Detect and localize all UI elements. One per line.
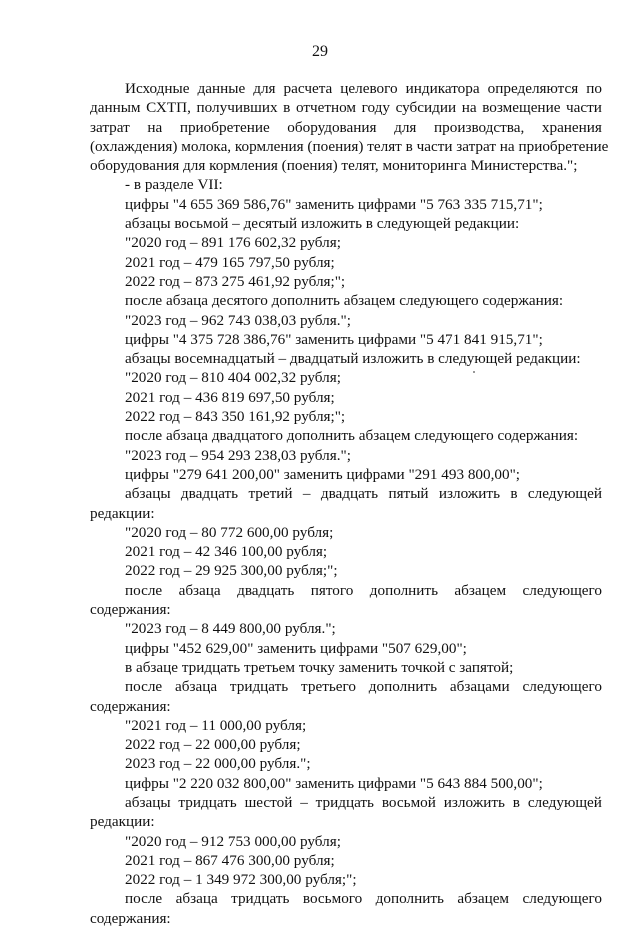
text-line: 2021 год – 436 819 697,50 рубля; [125,388,335,406]
word: дополнить [368,678,438,696]
word: для [394,118,417,136]
text-line: (охлаждения) молока, кормления (поения) телят в части затрат на приобретение [90,137,609,155]
word: данные [197,80,246,97]
document-body [90,79,609,928]
word: определяются [487,80,579,97]
word: дополнить [375,890,444,908]
text-line: 2022 год – 29 925 300,00 рубля;"; [125,562,338,580]
word: расчета [283,80,333,97]
word: целевого [340,80,398,97]
word: для [253,80,276,97]
word: двадцать [237,581,295,599]
text-line: 2022 год – 873 275 461,92 рубля;"; [125,272,346,290]
word: хранения [541,118,602,136]
word: абзаца [178,581,221,599]
text-line [90,793,602,812]
word: по [586,80,602,97]
text-line: после абзаца десятого дополнить абзацем следующего содержания: [125,292,564,310]
word: субсидии [395,99,457,117]
word: – [302,485,311,503]
text-line: "2023 год – 8 449 800,00 рубля."; [125,620,336,638]
word: шестой [244,793,293,811]
word: в [283,99,291,117]
word: производства, [434,118,525,136]
word: после [125,678,163,696]
word: следующего [522,581,602,599]
text-line: "2023 год – 962 743 038,03 рубля."; [125,311,351,329]
word: изложить [443,793,505,811]
text-line: 2021 год – 479 165 797,50 рубля; [125,253,335,271]
text-line [90,98,602,117]
word: затрат [90,118,130,136]
word: пятого [310,581,354,599]
word: абзаца [175,678,218,696]
text-line [90,118,602,137]
word: в [512,793,520,811]
word: следующей [527,793,602,811]
word: двадцать [180,485,239,503]
word: пятый [388,485,429,503]
text-line: цифры "4 655 369 586,76" заменить цифрами "5 763 335 715,71"; [125,195,543,213]
word: на [461,99,477,117]
word: тридцать [178,793,237,811]
text-line [90,581,602,600]
text-line: абзацы восемнадцатый – двадцатый изложить в следующей редакции: [125,350,581,368]
text-line: "2020 год – 891 176 602,32 рубля; [125,234,341,252]
text-line: содержания: [90,601,171,619]
text-line: содержания: [90,697,171,715]
page-number: 29 [312,43,328,60]
text-line: 2021 год – 42 346 100,00 рубля; [125,543,328,561]
word: тридцать [315,793,374,811]
text-line: "2020 год – 80 772 600,00 рубля; [125,523,334,541]
text-line: 2022 год – 843 350 161,92 рубля;"; [125,408,346,426]
word: изложить [438,485,500,503]
text-line: абзацы восьмой – десятый изложить в следующей редакции: [125,215,520,233]
word: Исходные [125,80,190,97]
word: получивших [196,99,278,117]
word: абзацы [125,485,171,503]
word: в [510,485,518,503]
word: после [125,581,163,599]
word: следующего [522,678,602,696]
word: отчетном [295,99,357,117]
text-line: - в разделе VII: [125,176,223,194]
word: восьмой [381,793,436,811]
text-line: 2021 год – 867 476 300,00 рубля; [125,851,335,869]
text-line: цифры "2 220 032 800,00" заменить цифрами "5 643 884 500,00"; [125,774,543,792]
text-line: редакции: [90,813,155,831]
text-line: редакции: [90,504,155,522]
word: после [125,890,163,908]
word: третий [248,485,293,503]
word: следующего [522,890,602,908]
text-line [90,484,602,503]
word: следующей [527,485,602,503]
text-line: "2023 год – 954 293 238,03 рубля."; [125,446,351,464]
word: возмещение [482,99,561,117]
text-line: цифры "452 629,00" заменить цифрами "507 629,00"; [125,639,467,657]
word: абзацем [457,890,510,908]
text-line: оборудования для кормления (поения) телят, мониторинга Министерства."; [90,157,578,175]
text-line [90,677,602,696]
scan-speck [473,371,475,373]
word: индикатора [405,80,480,97]
word: тридцать [231,890,290,908]
word: – [300,793,308,811]
text-line [90,79,602,98]
word: СХТП, [146,99,191,117]
text-line: цифры "4 375 728 386,76" заменить цифрами "5 471 841 915,71"; [125,330,543,348]
text-line [90,889,602,908]
text-line: после абзаца двадцатого дополнить абзацем следующего содержания: [125,427,579,445]
text-line: "2020 год – 810 404 002,32 рубля; [125,369,341,387]
word: восьмого [302,890,363,908]
word: дополнить [369,581,438,599]
text-line: 2022 год – 1 349 972 300,00 рубля;"; [125,871,357,889]
text-line: 2022 год – 22 000,00 рубля; [125,736,301,754]
word: абзацы [125,793,171,811]
text-line: "2020 год – 912 753 000,00 рубля; [125,832,341,850]
text-line: содержания: [90,909,171,927]
text-line: "2021 год – 11 000,00 рубля; [125,716,307,734]
word: приобретение [179,118,270,136]
word: абзацем [454,581,507,599]
word: тридцать [229,678,289,696]
word: году [361,99,390,117]
word: на [147,118,163,136]
text-line: 2023 год – 22 000,00 рубля."; [125,755,311,773]
word: оборудования [287,118,377,136]
text-line: в абзаце тридцать третьем точку заменить точкой с запятой; [125,658,514,676]
word: третьего [301,678,356,696]
word: части [566,99,602,117]
word: данным [90,99,141,117]
word: абзацами [449,678,510,696]
text-line: цифры "279 641 200,00" заменить цифрами "291 493 800,00"; [125,465,521,483]
word: двадцать [320,485,379,503]
word: абзаца [175,890,218,908]
